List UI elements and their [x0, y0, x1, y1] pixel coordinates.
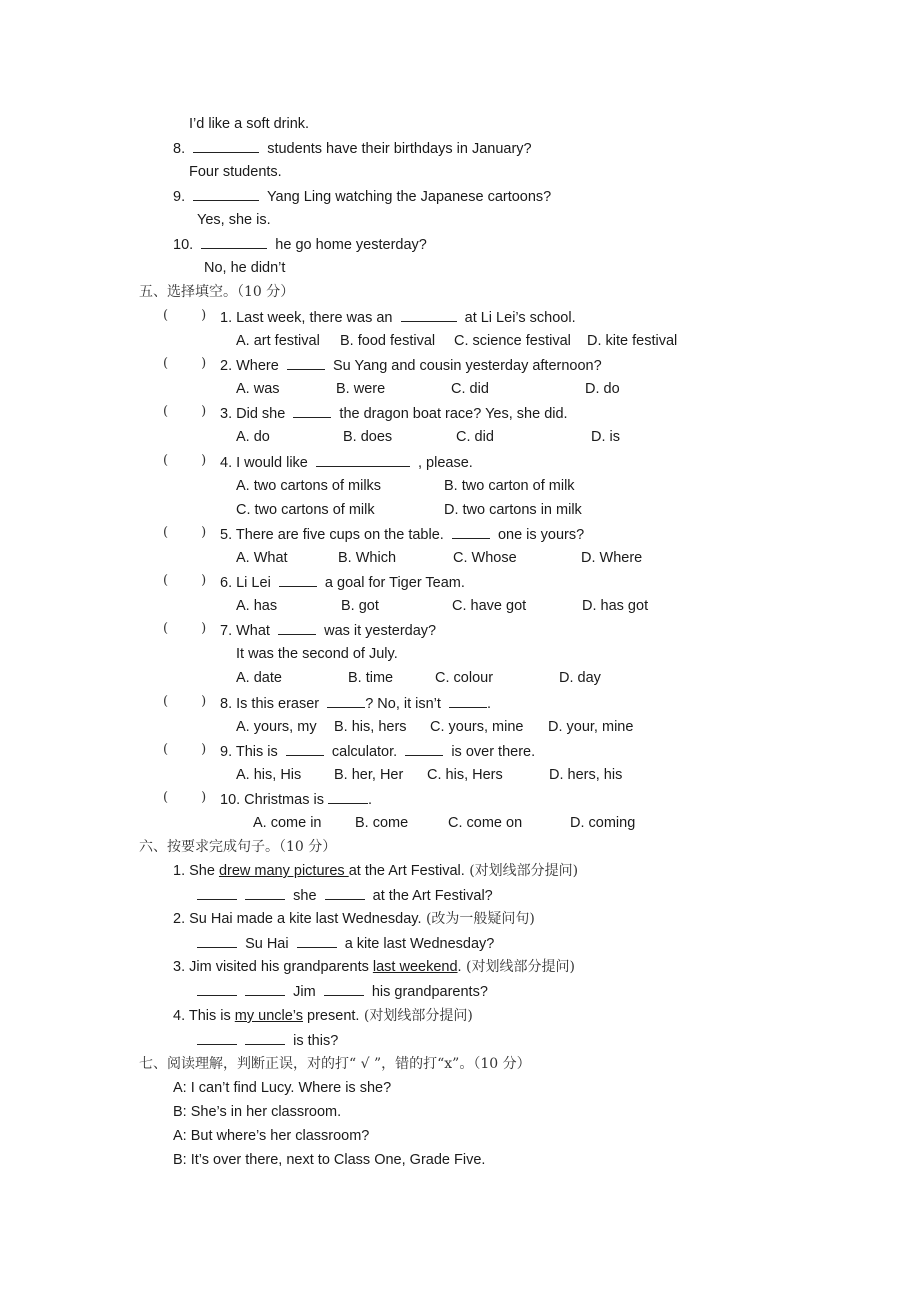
option-b[interactable]: B. his, hers [334, 719, 407, 735]
option-b[interactable]: B. time [348, 670, 394, 686]
s6-answer-2 [197, 934, 494, 953]
s-text: 3. Jim visited his grandparents [173, 959, 373, 975]
s-text: Su Hai [245, 936, 289, 952]
answer-paren[interactable]: ( ) [163, 453, 207, 468]
q-text: was it yesterday? [324, 623, 437, 639]
option-d[interactable]: D. your, mine [548, 719, 634, 735]
q-number: 9. [173, 189, 186, 205]
underlined-part: my uncle’s [234, 1008, 304, 1024]
answer-paren[interactable]: ( ) [163, 404, 207, 419]
option-c[interactable]: C. colour [435, 670, 494, 686]
q-text: 6. Li Lei [220, 575, 271, 591]
option-d[interactable]: D. kite festival [587, 333, 678, 349]
q-number: 10. [173, 237, 194, 253]
option-a[interactable]: A. has [236, 598, 278, 614]
q-text: 1. Last week, there was an [220, 310, 393, 326]
option-d[interactable]: D. two cartons in milk [444, 502, 582, 518]
s6-item-3 [173, 958, 575, 976]
option-d[interactable]: D. coming [570, 815, 636, 831]
option-b[interactable]: B. does [343, 429, 393, 445]
s-text: . [457, 959, 462, 975]
instruction-hint: (改为一般疑问句) [421, 911, 535, 927]
s-text: she [293, 888, 317, 904]
option-b[interactable]: B. two carton of milk [444, 478, 575, 494]
dialogue-line: B: It’s over there, next to Class One, Grade Five. [173, 1152, 486, 1168]
q-text: Yang Ling watching the Japanese cartoons? [266, 189, 552, 205]
q-text: calculator. [331, 744, 398, 760]
option-c[interactable]: C. did [456, 429, 494, 445]
option-b[interactable]: B. her, Her [334, 767, 404, 783]
s-text: at the Art Festival? [372, 888, 493, 904]
s5-question-6 [220, 573, 465, 592]
option-b[interactable]: B. Which [338, 550, 397, 566]
underlined-part: last weekend [372, 959, 458, 975]
answer-blank[interactable] [193, 139, 259, 153]
option-c[interactable]: C. his, Hers [427, 767, 503, 783]
answer-blank[interactable] [327, 694, 365, 708]
s-text: his grandparents? [371, 984, 488, 1000]
option-a[interactable]: A. art festival [236, 333, 320, 349]
option-c[interactable]: C. Whose [453, 550, 517, 566]
q-text: . [367, 792, 373, 808]
s-text: at the Art Festival. [348, 863, 465, 879]
q7-answer: I’d like a soft drink. [189, 116, 310, 132]
answer-paren[interactable]: ( ) [163, 356, 207, 371]
option-c[interactable]: C. did [451, 381, 489, 397]
section6-heading: 六、按要求完成句子。（10 分） [139, 839, 337, 855]
answer-paren[interactable]: ( ) [163, 742, 207, 757]
answer-blank[interactable] [316, 453, 410, 467]
s6-item-2 [173, 910, 535, 928]
s5-question-4 [220, 453, 473, 472]
q-text: ? No, it isn’t [365, 696, 441, 712]
s5-question-9 [220, 742, 535, 761]
s6-answer-3 [197, 982, 488, 1001]
q-text: one is yours? [497, 527, 585, 543]
s-text: a kite last Wednesday? [344, 936, 495, 952]
answer-blank[interactable] [193, 187, 259, 201]
q-text: 7. What [220, 623, 270, 639]
answer-paren[interactable]: ( ) [163, 621, 207, 636]
answer-blank[interactable] [197, 886, 237, 900]
option-c[interactable]: C. yours, mine [430, 719, 524, 735]
s6-answer-1 [197, 886, 493, 905]
s6-item-4 [173, 1007, 473, 1025]
q-text: 2. Where [220, 358, 279, 374]
option-a[interactable]: A. his, His [236, 767, 302, 783]
q-text: 4. I would like [220, 455, 308, 471]
s-text: present. [303, 1008, 360, 1024]
dialogue-line: A: I can’t find Lucy. Where is she? [173, 1080, 392, 1096]
answer-blank[interactable] [279, 573, 317, 587]
answer-blank[interactable] [328, 790, 368, 804]
s-text: Jim [293, 984, 316, 1000]
answer-blank[interactable] [293, 404, 331, 418]
option-b[interactable]: B. were [336, 381, 386, 397]
s-text: 1. She [173, 863, 219, 879]
answer-blank[interactable] [297, 934, 337, 948]
option-d[interactable]: D. Where [581, 550, 643, 566]
q-text: the dragon boat race? Yes, she did. [339, 406, 568, 422]
option-b[interactable]: B. come [355, 815, 409, 831]
answer-blank[interactable] [325, 886, 365, 900]
option-c[interactable]: C. two cartons of milk [236, 502, 375, 518]
s-text: is this? [293, 1033, 339, 1049]
answer-blank[interactable] [452, 525, 490, 539]
q-text: 8. Is this eraser [220, 696, 320, 712]
answer-blank[interactable] [201, 235, 267, 249]
q-text: a goal for Tiger Team. [324, 575, 465, 591]
instruction-hint: (对划线部分提问) [461, 959, 575, 975]
q-text: 9. This is [220, 744, 278, 760]
answer-blank[interactable] [197, 982, 237, 996]
q9-answer: Yes, she is. [197, 212, 271, 228]
answer-paren[interactable]: ( ) [163, 308, 207, 323]
answer-blank[interactable] [324, 982, 364, 996]
answer-blank[interactable] [245, 982, 285, 996]
option-a[interactable]: A. two cartons of milks [236, 478, 382, 494]
answer-blank[interactable] [401, 308, 457, 322]
dialogue-line: B: She’s in her classroom. [173, 1104, 342, 1120]
q-text: Su Yang and cousin yesterday afternoon? [332, 358, 602, 374]
answer-blank[interactable] [245, 886, 285, 900]
s5-question-5 [220, 525, 584, 544]
option-d[interactable]: D. do [585, 381, 620, 397]
q-text: he go home yesterday? [275, 237, 427, 253]
s6-answer-4 [197, 1031, 338, 1050]
answer-paren[interactable]: ( ) [163, 573, 207, 588]
answer-blank[interactable] [245, 1031, 285, 1045]
underlined-part: drew many pictures [218, 863, 349, 879]
answer-blank[interactable] [286, 742, 324, 756]
q-context: It was the second of July. [236, 646, 398, 662]
option-d[interactable]: D. is [591, 429, 620, 445]
option-c[interactable]: C. come on [448, 815, 523, 831]
s5-question-3 [220, 404, 568, 423]
answer-blank[interactable] [449, 694, 487, 708]
option-c[interactable]: C. science festival [454, 333, 571, 349]
dialogue-line: A: But where’s her classroom? [173, 1128, 370, 1144]
s5-question-1 [220, 308, 576, 327]
option-b[interactable]: B. food festival [340, 333, 436, 349]
s5-question-8 [220, 694, 491, 713]
option-a[interactable]: A. yours, my [236, 719, 317, 735]
answer-paren[interactable]: ( ) [163, 525, 207, 540]
answer-blank[interactable] [197, 934, 237, 948]
s5-question-7 [220, 621, 436, 640]
q-text: is over there. [451, 744, 536, 760]
option-a[interactable]: A. do [236, 429, 270, 445]
option-d[interactable]: D. hers, his [549, 767, 623, 783]
q-text: . [487, 696, 492, 712]
s-text: 2. Su Hai made a kite last Wednesday. [173, 911, 422, 927]
option-a[interactable]: A. was [236, 381, 280, 397]
option-d[interactable]: D. has got [582, 598, 649, 614]
option-a[interactable]: A. come in [253, 815, 322, 831]
s6-item-1 [173, 862, 578, 880]
q8-answer: Four students. [189, 164, 282, 180]
s4-q9 [173, 187, 551, 206]
option-c[interactable]: C. have got [452, 598, 527, 614]
q-text: 3. Did she [220, 406, 286, 422]
s-text: 4. This is [173, 1008, 235, 1024]
q-text: at Li Lei’s school. [464, 310, 576, 326]
answer-blank[interactable] [278, 621, 316, 635]
answer-paren[interactable]: ( ) [163, 790, 207, 805]
s5-question-10 [220, 790, 372, 809]
q-text: 10. Christmas is [220, 792, 324, 808]
q-text: 5. There are five cups on the table. [220, 527, 444, 543]
q-number: 8. [173, 141, 186, 157]
section7-heading: 七、阅读理解，判断正误，对的打“ √ ”，错的打“x”。（10 分） [139, 1056, 531, 1072]
s4-q8 [173, 139, 532, 158]
answer-blank[interactable] [287, 356, 325, 370]
s4-q10 [173, 235, 427, 254]
section5-heading: 五、选择填空。（10 分） [139, 284, 295, 300]
q-text: , please. [417, 455, 473, 471]
answer-blank[interactable] [197, 1031, 237, 1045]
instruction-hint: (对划线部分提问) [359, 1008, 473, 1024]
answer-blank[interactable] [405, 742, 443, 756]
option-d[interactable]: D. day [559, 670, 601, 686]
q-text: students have their birthdays in January? [267, 141, 532, 157]
answer-paren[interactable]: ( ) [163, 694, 207, 709]
instruction-hint: (对划线部分提问) [464, 863, 579, 879]
q10-answer: No, he didn’t [204, 260, 286, 276]
s5-question-2 [220, 356, 602, 375]
option-a[interactable]: A. date [236, 670, 282, 686]
option-b[interactable]: B. got [341, 598, 379, 614]
option-a[interactable]: A. What [236, 550, 288, 566]
